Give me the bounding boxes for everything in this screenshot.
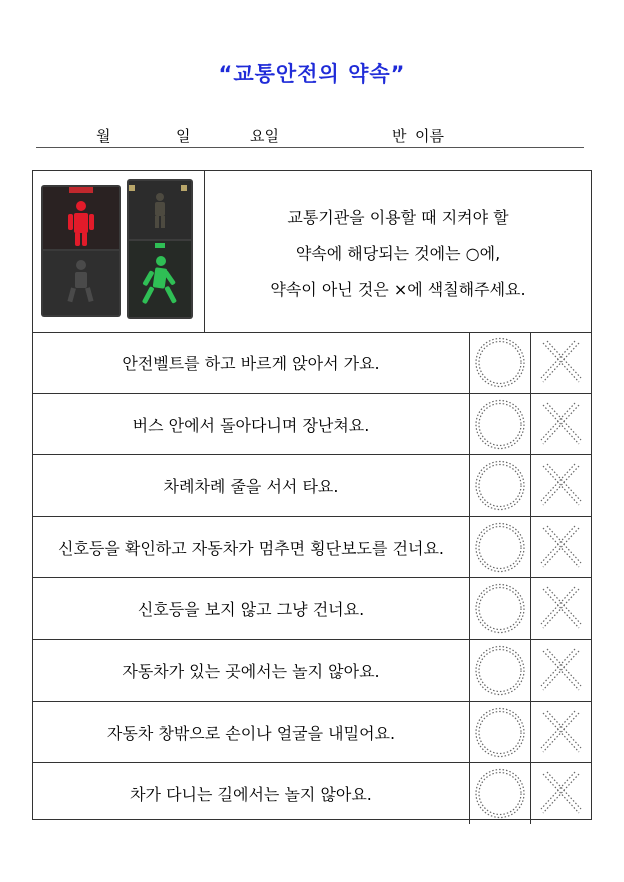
statement-text: 신호등을 확인하고 자동차가 멈추면 횡단보도를 건너요. bbox=[33, 517, 470, 578]
x-choice[interactable] bbox=[531, 394, 591, 455]
student-info-line bbox=[0, 125, 624, 147]
statement-row bbox=[33, 517, 591, 579]
x-choice[interactable] bbox=[531, 640, 591, 701]
x-icon bbox=[531, 517, 591, 578]
worksheet-table bbox=[32, 170, 592, 820]
circle-icon bbox=[470, 578, 530, 639]
red-pedestrian-signal-icon bbox=[41, 185, 121, 317]
x-choice[interactable] bbox=[531, 578, 591, 639]
statement-row bbox=[33, 332, 591, 394]
instructions bbox=[205, 171, 591, 332]
statement-text: 차가 다니는 길에서는 놀지 않아요. bbox=[33, 763, 470, 824]
circle-choice[interactable] bbox=[470, 517, 531, 578]
x-choice[interactable] bbox=[531, 517, 591, 578]
x-icon bbox=[531, 332, 591, 393]
x-icon bbox=[531, 394, 591, 455]
x-choice[interactable] bbox=[531, 702, 591, 763]
circle-choice[interactable] bbox=[470, 578, 531, 639]
x-icon bbox=[531, 640, 591, 701]
statement-row bbox=[33, 578, 591, 640]
intro-row bbox=[33, 171, 591, 333]
circle-icon bbox=[470, 455, 530, 516]
x-icon bbox=[531, 763, 591, 824]
circle-choice[interactable] bbox=[470, 640, 531, 701]
name-label: 이름 bbox=[415, 127, 444, 145]
circle-choice[interactable] bbox=[470, 394, 531, 455]
circle-choice[interactable] bbox=[470, 332, 531, 393]
instruction-line-3: 약속이 아닌 것은 ×에 색칠해주세요. bbox=[270, 280, 526, 299]
statement-text: 자동차 창밖으로 손이나 얼굴을 내밀어요. bbox=[33, 702, 470, 763]
month-label: 월 bbox=[96, 127, 111, 145]
x-choice[interactable] bbox=[531, 455, 591, 516]
class-label: 반 bbox=[392, 127, 407, 145]
statement-row bbox=[33, 702, 591, 764]
x-icon bbox=[531, 455, 591, 516]
weekday-label: 요일 bbox=[250, 127, 279, 145]
circle-icon bbox=[470, 517, 530, 578]
circle-icon bbox=[470, 394, 530, 455]
x-icon bbox=[531, 578, 591, 639]
green-pedestrian-signal-icon bbox=[127, 179, 193, 319]
circle-choice[interactable] bbox=[470, 763, 531, 824]
statement-row bbox=[33, 763, 591, 825]
statement-text: 신호등을 보지 않고 그냥 건너요. bbox=[33, 578, 470, 639]
header-underline bbox=[36, 147, 584, 148]
traffic-light-photo bbox=[33, 171, 205, 332]
statement-text: 버스 안에서 돌아다니며 장난쳐요. bbox=[33, 394, 470, 455]
circle-icon bbox=[470, 332, 530, 393]
statement-text: 자동차가 있는 곳에서는 놀지 않아요. bbox=[33, 640, 470, 701]
x-icon bbox=[531, 702, 591, 763]
circle-icon bbox=[470, 640, 530, 701]
circle-choice[interactable] bbox=[470, 455, 531, 516]
instruction-line-2: 약속에 해당되는 것에는 ○에, bbox=[295, 244, 501, 263]
statement-row bbox=[33, 455, 591, 517]
statement-row bbox=[33, 640, 591, 702]
circle-icon bbox=[470, 763, 530, 824]
page-title: “교통안전의 약속” bbox=[218, 62, 406, 86]
x-choice[interactable] bbox=[531, 332, 591, 393]
statement-text: 차례차례 줄을 서서 타요. bbox=[33, 455, 470, 516]
day-label: 일 bbox=[176, 127, 191, 145]
x-choice[interactable] bbox=[531, 763, 591, 824]
circle-icon bbox=[470, 702, 530, 763]
statement-row bbox=[33, 394, 591, 456]
instruction-line-1: 교통기관을 이용할 때 지켜야 할 bbox=[287, 208, 509, 227]
statement-text: 안전벨트를 하고 바르게 앉아서 가요. bbox=[33, 332, 470, 393]
circle-choice[interactable] bbox=[470, 702, 531, 763]
